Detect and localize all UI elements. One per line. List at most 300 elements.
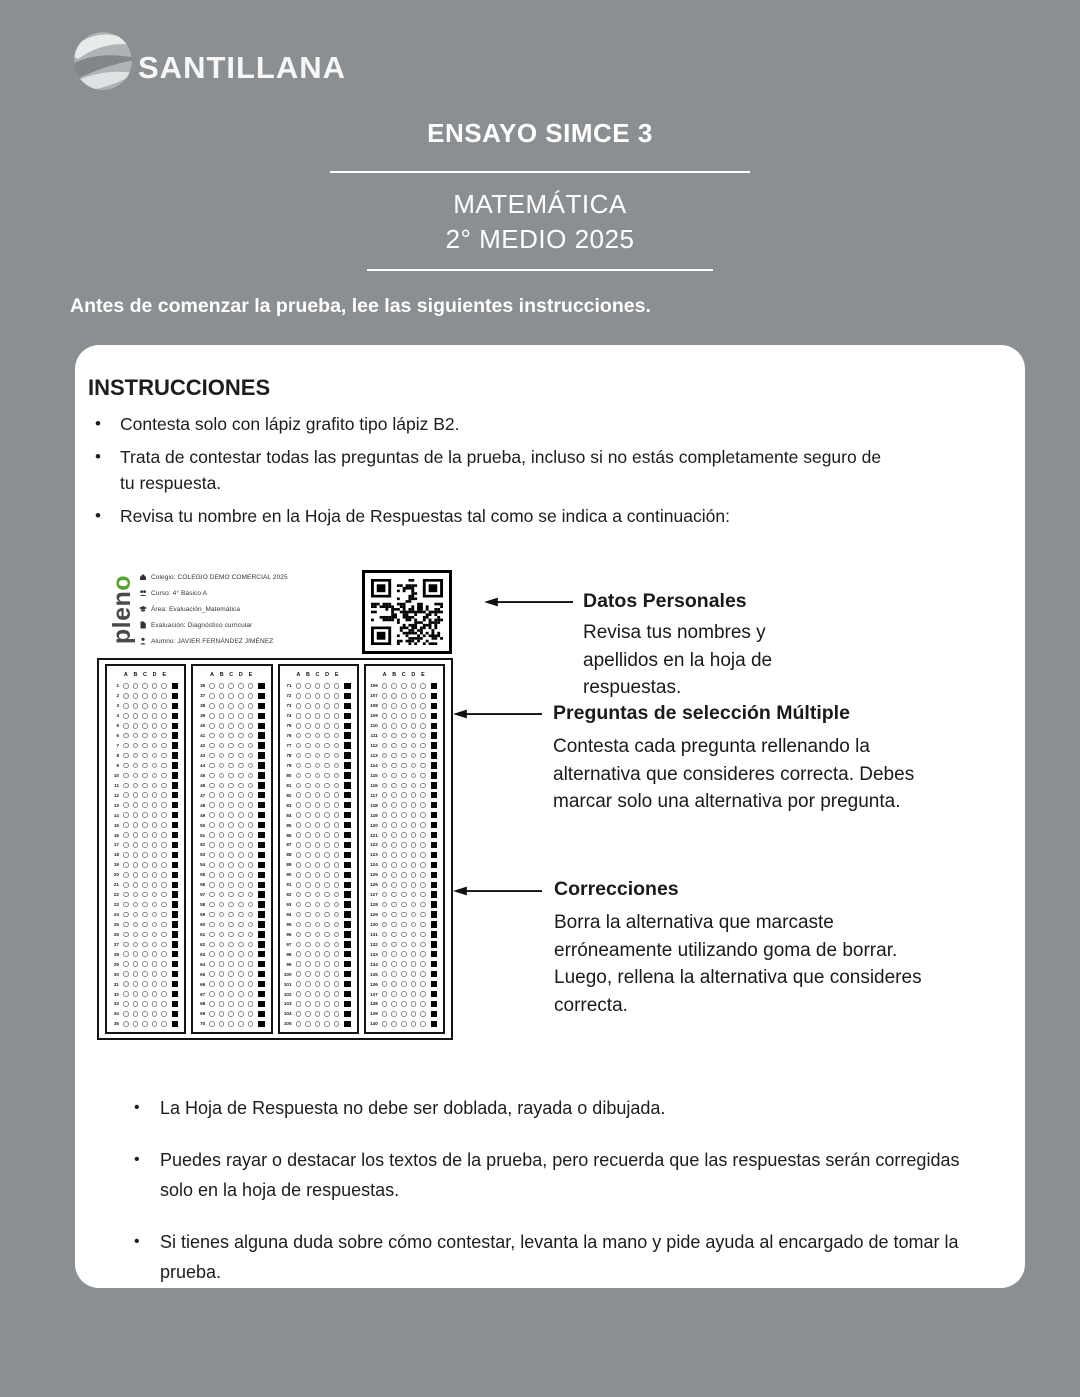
answer-bubble [305,802,311,808]
answer-bubble [324,773,330,779]
answer-bubble [133,723,139,729]
answer-bubble [238,703,244,709]
answer-row: 125 [369,870,441,880]
timing-mark [258,931,264,937]
answer-bubble [161,961,167,967]
answer-row: 95 [283,920,355,930]
timing-mark [172,742,178,748]
answer-bubble [161,733,167,739]
answer-bubble [142,783,148,789]
answer-row: 74 [283,711,355,721]
timing-mark [172,931,178,937]
answer-bubble [391,802,397,808]
answer-row: 80 [283,770,355,780]
answer-row: 53 [196,850,268,860]
answer-bubble [305,713,311,719]
answer-bubble [391,942,397,948]
answer-bubble [152,951,158,957]
answer-bubble [248,832,254,838]
answer-bubble [161,912,167,918]
answer-bubble [391,872,397,878]
answer-bubble [420,912,426,918]
answer-bubble [324,922,330,928]
answer-bubble [209,703,215,709]
answer-bubble [315,902,321,908]
answer-bubble [305,961,311,967]
answer-bubble [420,822,426,828]
timing-mark [344,981,350,987]
answer-bubble [305,862,311,868]
answer-row: 25 [110,920,182,930]
answer-bubble [401,912,407,918]
title-block [0,118,1080,271]
timing-mark [344,752,350,758]
answer-bubble [161,932,167,938]
answer-bubble [209,822,215,828]
answer-bubble [161,743,167,749]
answer-bubble [219,942,225,948]
answer-bubble [209,961,215,967]
answer-row: 2 [110,691,182,701]
answer-bubble [219,753,225,759]
answer-row: 62 [196,939,268,949]
answer-row: 63 [196,949,268,959]
answer-bubble [238,683,244,689]
answer-bubble [391,1021,397,1027]
answer-bubble [315,812,321,818]
answer-row: 16 [110,830,182,840]
timing-mark [344,852,350,858]
timing-mark [344,822,350,828]
answer-bubble [228,872,234,878]
answer-bubble [248,951,254,957]
answer-row: 49 [196,810,268,820]
answer-bubble [238,862,244,868]
answer-bubble [248,892,254,898]
answer-bubble [315,1011,321,1017]
timing-mark [172,911,178,917]
answer-bubble [296,971,302,977]
annotation-title: Preguntas de selección Múltiple [553,702,850,724]
answer-bubble [248,971,254,977]
timing-mark [172,842,178,848]
answer-row: 40 [196,721,268,731]
answer-bubble [401,852,407,858]
answer-bubble [382,783,388,789]
person-icon [139,637,147,645]
answer-bubble [161,892,167,898]
annotation-body: Contesta cada pregunta rellenando la alternativa que consideres correcta. Debes marcar solo una alternativa por pregunta. [553,736,915,812]
timing-mark [172,832,178,838]
answer-row: 123 [369,850,441,860]
answer-bubble [391,812,397,818]
answer-bubble [228,812,234,818]
answer-bubble [152,802,158,808]
answer-row: 47 [196,790,268,800]
answer-bubble [334,902,340,908]
answer-row: 119 [369,810,441,820]
answer-bubble [133,991,139,997]
answer-bubble [334,693,340,699]
answer-row: 68 [196,999,268,1009]
answer-bubble [238,892,244,898]
answer-bubble [401,763,407,769]
timing-mark [344,703,350,709]
timing-mark [431,971,437,977]
answer-bubble [411,713,417,719]
answer-row: 55 [196,870,268,880]
timing-mark [344,732,350,738]
answer-bubble [382,1021,388,1027]
answer-bubble [324,862,330,868]
answer-bubble [228,862,234,868]
answer-bubble [296,981,302,987]
instructions-bullet-list [90,411,890,536]
answer-row: 61 [196,929,268,939]
answer-bubble [209,792,215,798]
answer-row: 135 [369,969,441,979]
timing-mark [172,792,178,798]
answer-bubble [133,842,139,848]
answer-bubble [420,951,426,957]
answer-bubble [152,842,158,848]
answer-bubble [305,902,311,908]
timing-mark [344,941,350,947]
answer-bubble [315,932,321,938]
answer-bubble [391,832,397,838]
answer-bubble [401,783,407,789]
answer-bubble [123,971,129,977]
answer-bubble [382,812,388,818]
answer-bubble [152,872,158,878]
answer-bubble [219,842,225,848]
answer-bubble [133,812,139,818]
answer-bubble [296,802,302,808]
answer-bubble [324,902,330,908]
answer-row: 69 [196,1009,268,1019]
answer-bubble [209,991,215,997]
timing-mark [258,991,264,997]
answer-bubble [324,693,330,699]
answer-bubble [152,971,158,977]
answer-bubble [420,932,426,938]
answer-bubble [152,703,158,709]
answer-bubble [133,862,139,868]
answer-bubble [238,693,244,699]
answer-row: 75 [283,721,355,731]
answer-bubble [133,971,139,977]
timing-mark [344,1011,350,1017]
answer-bubble [324,1001,330,1007]
answer-bubble [391,852,397,858]
answer-row: 130 [369,920,441,930]
answer-bubble [382,1001,388,1007]
answer-bubble [401,1011,407,1017]
answer-bubble [382,942,388,948]
answer-row: 126 [369,880,441,890]
answer-bubble [219,812,225,818]
answer-row: 37 [196,691,268,701]
answer-bubble [411,942,417,948]
timing-mark [172,802,178,808]
answer-bubble [401,932,407,938]
answer-bubble [142,832,148,838]
bubble-column [105,664,186,1034]
answer-bubble [382,713,388,719]
answer-row: 87 [283,840,355,850]
answer-bubble [305,892,311,898]
answer-bubble [420,872,426,878]
answer-row: 38 [196,701,268,711]
answer-bubble [123,852,129,858]
answer-bubble [248,852,254,858]
timing-mark [258,971,264,977]
answer-row: 14 [110,810,182,820]
answer-bubble [411,852,417,858]
answer-bubble [401,872,407,878]
answer-bubble [305,703,311,709]
answer-row: 98 [283,949,355,959]
column-letter: C [315,672,320,678]
answer-row: 102 [283,989,355,999]
timing-mark [258,703,264,709]
answer-bubble [209,802,215,808]
answer-row: 19 [110,860,182,870]
answer-bubble [315,961,321,967]
answer-row: 12 [110,790,182,800]
answer-bubble [228,882,234,888]
answer-bubble [209,872,215,878]
answer-bubble [420,713,426,719]
answer-row: 4 [110,711,182,721]
answer-bubble [228,792,234,798]
answer-bubble [296,703,302,709]
answer-bubble [334,872,340,878]
answer-bubble [228,773,234,779]
answer-row: 24 [110,910,182,920]
answer-bubble [296,922,302,928]
answer-bubble [219,862,225,868]
answer-row: 44 [196,761,268,771]
answer-bubble [382,763,388,769]
answer-bubble [382,951,388,957]
bubble-column [278,664,359,1034]
column-letter: D [411,672,416,678]
timing-mark [172,1011,178,1017]
answer-row: 59 [196,910,268,920]
answer-bubble [401,743,407,749]
timing-mark [258,872,264,878]
answer-bubble [142,892,148,898]
answer-bubble [391,912,397,918]
answer-bubble [401,1001,407,1007]
answer-bubble [123,822,129,828]
page-title: ENSAYO SIMCE 3 [427,118,653,148]
answer-bubble [382,792,388,798]
house-icon [139,573,147,581]
answer-bubble [324,961,330,967]
answer-bubble [411,922,417,928]
timing-mark [258,951,264,957]
answer-bubble [133,693,139,699]
answer-row: 39 [196,711,268,721]
column-letter: A [296,672,301,678]
answer-bubble [152,832,158,838]
answer-bubble [161,783,167,789]
answer-bubble [161,902,167,908]
answer-row: 35 [110,1019,182,1029]
answer-bubble [161,703,167,709]
timing-mark [431,931,437,937]
answer-bubble [382,892,388,898]
answer-bubble [133,1021,139,1027]
answer-bubble [305,932,311,938]
answer-bubble [238,713,244,719]
answer-row: 48 [196,800,268,810]
answer-bubble [401,991,407,997]
answer-bubble [228,902,234,908]
answer-bubble [334,892,340,898]
answer-bubble [391,1011,397,1017]
answer-bubble [238,763,244,769]
timing-mark [258,822,264,828]
answer-bubble [238,743,244,749]
answer-bubble [334,912,340,918]
answer-bubble [382,852,388,858]
answer-bubble [152,812,158,818]
answer-bubble [209,1001,215,1007]
answer-bubble [209,733,215,739]
answer-bubble [296,892,302,898]
timing-mark [172,693,178,699]
answer-bubble [420,902,426,908]
answer-bubble [152,792,158,798]
answer-bubble [420,683,426,689]
timing-mark [258,961,264,967]
answer-bubble [420,981,426,987]
answer-bubble [296,1021,302,1027]
answer-bubble [420,792,426,798]
answer-bubble [334,733,340,739]
answer-row: 133 [369,949,441,959]
column-letter: D [152,672,157,678]
answer-bubble [391,733,397,739]
timing-mark [172,732,178,738]
answer-row: 23 [110,900,182,910]
timing-mark [431,742,437,748]
timing-mark [431,921,437,927]
timing-mark [344,802,350,808]
answer-row: 112 [369,741,441,751]
answer-row: 117 [369,790,441,800]
answer-bubble [305,832,311,838]
answer-bubble [238,912,244,918]
answer-bubble [123,743,129,749]
answer-bubble [142,852,148,858]
column-letter: B [219,672,224,678]
answer-row: 131 [369,929,441,939]
answer-sheet-sample [97,565,453,1040]
answer-bubble [152,961,158,967]
answer-bubble [296,862,302,868]
answer-bubble [420,1021,426,1027]
answer-bubble [209,753,215,759]
answer-row: 113 [369,751,441,761]
answer-row: 140 [369,1019,441,1029]
answer-row: 105 [283,1019,355,1029]
answer-bubble [133,981,139,987]
answer-bubble [248,822,254,828]
column-letter: B [133,672,138,678]
answer-bubble [305,743,311,749]
answer-bubble [315,892,321,898]
answer-bubble [238,773,244,779]
answer-bubble [382,773,388,779]
answer-bubble [238,932,244,938]
answer-bubble [123,922,129,928]
answer-bubble [248,1001,254,1007]
timing-mark [172,752,178,758]
answer-bubble [334,683,340,689]
answer-bubble [334,812,340,818]
answer-bubble [219,743,225,749]
answer-bubble [401,713,407,719]
timing-mark [172,683,178,689]
answer-row: 114 [369,761,441,771]
answer-bubble [123,733,129,739]
timing-mark [258,693,264,699]
answer-bubble [315,783,321,789]
answer-bubble [324,683,330,689]
answer-row: 34 [110,1009,182,1019]
bubble-grid [97,658,453,1040]
timing-mark [258,812,264,818]
answer-row: 121 [369,830,441,840]
column-letter: A [210,672,214,678]
answer-bubble [161,922,167,928]
answer-bubble [219,763,225,769]
answer-bubble [133,792,139,798]
timing-mark [258,1001,264,1007]
answer-bubble [142,723,148,729]
timing-mark [344,842,350,848]
answer-bubble [324,981,330,987]
answer-bubble [219,991,225,997]
answer-row: 17 [110,840,182,850]
answer-bubble [123,902,129,908]
answer-bubble [315,733,321,739]
answer-bubble [228,713,234,719]
answer-bubble [248,753,254,759]
answer-bubble [209,693,215,699]
timing-mark [431,862,437,868]
answer-bubble [324,723,330,729]
answer-bubble [219,951,225,957]
answer-bubble [420,783,426,789]
answer-bubble [219,723,225,729]
answer-bubble [420,703,426,709]
answer-bubble [305,792,311,798]
answer-row: 81 [283,780,355,790]
answer-bubble [209,902,215,908]
timing-mark [431,812,437,818]
answer-bubble [123,783,129,789]
answer-bubble [142,822,148,828]
answer-bubble [315,971,321,977]
timing-mark [258,683,264,689]
answer-bubble [324,991,330,997]
timing-mark [258,742,264,748]
